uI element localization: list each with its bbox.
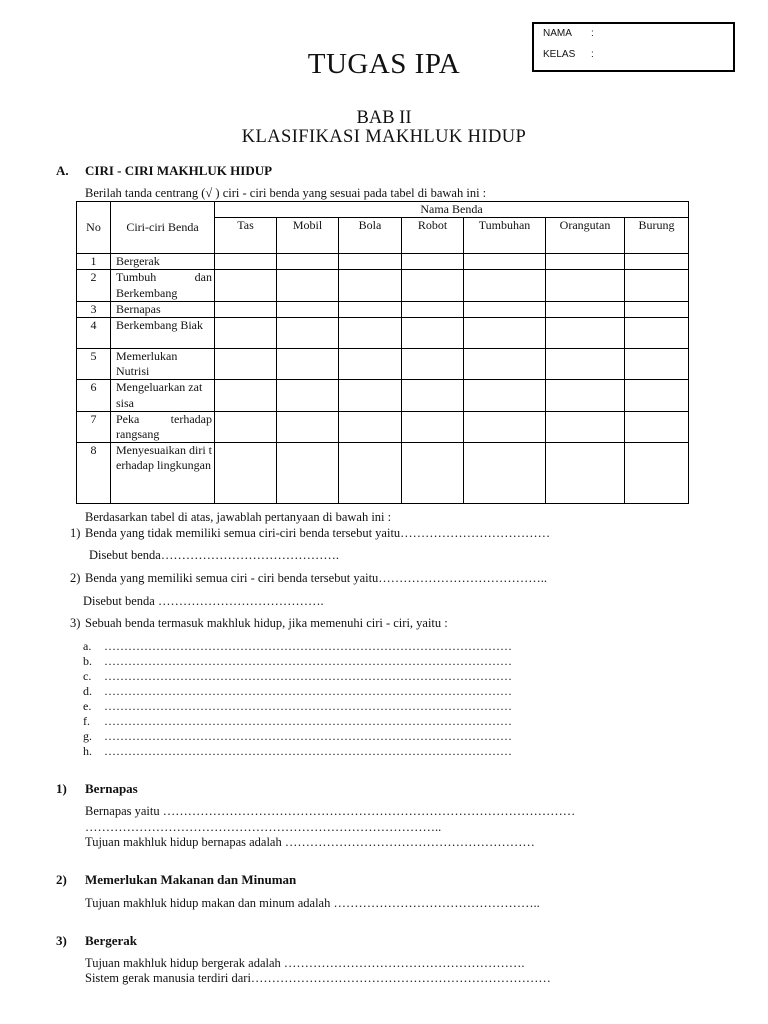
check-cell[interactable]: [339, 270, 402, 301]
check-cell[interactable]: [546, 254, 625, 270]
question-3-number: 3): [70, 616, 81, 630]
check-cell[interactable]: [215, 349, 277, 380]
check-cell[interactable]: [625, 318, 689, 349]
row-number: 6: [77, 380, 111, 411]
subsection-3-line-1[interactable]: Tujuan makhluk hidup bergerak adalah ………………………………………………….: [85, 956, 525, 970]
question-1-number: 1): [70, 526, 81, 540]
check-cell[interactable]: [625, 349, 689, 380]
section-a-title: CIRI - CIRI MAKHLUK HIDUP: [85, 163, 273, 178]
header-no: No: [77, 202, 111, 254]
header-object: Orangutan: [546, 218, 625, 254]
row-criteria: Berkembang Biak: [111, 318, 215, 349]
table-row: [77, 411, 689, 442]
answer-line[interactable]: …………………………………………………………………………………………: [104, 729, 512, 743]
section-a-marker: A.: [56, 163, 69, 178]
subsection-2-number: 2): [56, 872, 67, 887]
check-cell[interactable]: [464, 443, 546, 504]
subsection-3-line-2[interactable]: Sistem gerak manusia terdiri dari………………………………………………………………: [85, 971, 551, 985]
subsection-1-line-2[interactable]: …………………………………………………………………………..: [85, 820, 442, 834]
question-2-text: Benda yang memiliki semua ciri - ciri benda tersebut yaitu…………………………………..: [85, 571, 548, 585]
page-title-text: TUGAS IPA: [307, 48, 461, 80]
check-cell[interactable]: [546, 301, 625, 317]
nama-colon: :: [591, 28, 594, 39]
row-criteria: Menyesuaikan diri terhadap lingkungan: [111, 443, 215, 504]
check-cell[interactable]: [625, 301, 689, 317]
check-cell[interactable]: [402, 254, 464, 270]
header-object: Tumbuhan: [464, 218, 546, 254]
check-cell[interactable]: [277, 349, 339, 380]
check-cell[interactable]: [464, 301, 546, 317]
check-cell[interactable]: [625, 270, 689, 301]
check-cell[interactable]: [277, 270, 339, 301]
row-number: 2: [77, 270, 111, 301]
check-cell[interactable]: [277, 443, 339, 504]
nama-label: NAMA: [543, 28, 572, 39]
row-number: 4: [77, 318, 111, 349]
subsection-3-number: 3): [56, 933, 67, 948]
row-criteria: Memerlukan Nutrisi: [111, 349, 215, 380]
check-cell[interactable]: [339, 301, 402, 317]
check-cell[interactable]: [464, 270, 546, 301]
check-cell[interactable]: [402, 380, 464, 411]
table-row: [77, 270, 689, 301]
answer-letter: d.: [83, 684, 92, 698]
answer-line[interactable]: …………………………………………………………………………………………: [104, 639, 512, 653]
check-cell[interactable]: [215, 443, 277, 504]
header-object: Mobil: [277, 218, 339, 254]
row-number: 3: [77, 301, 111, 317]
check-cell[interactable]: [277, 254, 339, 270]
check-cell[interactable]: [339, 349, 402, 380]
answer-letter: b.: [83, 654, 92, 668]
answer-line[interactable]: …………………………………………………………………………………………: [104, 714, 512, 728]
row-number: 1: [77, 254, 111, 270]
check-cell[interactable]: [339, 411, 402, 442]
subsection-1-title: Bernapas: [85, 781, 138, 796]
answer-line[interactable]: …………………………………………………………………………………………: [104, 684, 512, 698]
check-cell[interactable]: [215, 380, 277, 411]
question-1-follow: Disebut benda…………………………………….: [89, 548, 339, 562]
check-cell[interactable]: [402, 270, 464, 301]
answer-letter: g.: [83, 729, 92, 743]
row-criteria: Tumbuh dan Berkembang: [111, 270, 215, 301]
table-row: [77, 380, 689, 411]
check-cell[interactable]: [464, 411, 546, 442]
check-cell[interactable]: [402, 318, 464, 349]
check-cell[interactable]: [402, 301, 464, 317]
check-cell[interactable]: [625, 254, 689, 270]
check-cell[interactable]: [546, 443, 625, 504]
chapter-heading: BAB II: [356, 108, 412, 128]
check-cell[interactable]: [339, 380, 402, 411]
table-row: [77, 443, 689, 504]
row-number: 8: [77, 443, 111, 504]
check-cell[interactable]: [402, 443, 464, 504]
section-a-heading: [56, 163, 273, 179]
header-object: Burung: [625, 218, 689, 254]
check-cell[interactable]: [402, 349, 464, 380]
row-criteria: Bergerak: [111, 254, 215, 270]
subsection-1-number: 1): [56, 781, 67, 796]
subsection-3-title: Bergerak: [85, 933, 137, 948]
header-object: Tas: [215, 218, 277, 254]
page-title: [0, 48, 768, 81]
check-cell[interactable]: [546, 270, 625, 301]
row-number: 7: [77, 411, 111, 442]
check-cell[interactable]: [215, 301, 277, 317]
check-cell[interactable]: [402, 411, 464, 442]
header-object: Robot: [402, 218, 464, 254]
check-cell[interactable]: [215, 270, 277, 301]
row-criteria: Mengeluarkan zat sisa: [111, 380, 215, 411]
row-number: 5: [77, 349, 111, 380]
question-2-follow: Disebut benda ………………………………….: [83, 594, 324, 608]
header-object: Bola: [339, 218, 402, 254]
header-nama-benda: Nama Benda: [215, 202, 689, 218]
question-1-text: Benda yang tidak memiliki semua ciri-ciri benda tersebut yaitu………………………………: [85, 526, 551, 540]
answer-letter: f.: [83, 714, 90, 728]
question-2-number: 2): [70, 571, 81, 585]
section-a-instruction: Berilah tanda centrang (√ ) ciri - ciri benda yang sesuai pada tabel di bawah ini :: [85, 186, 487, 200]
check-cell[interactable]: [464, 318, 546, 349]
check-cell[interactable]: [625, 380, 689, 411]
check-cell[interactable]: [464, 254, 546, 270]
table-row: [77, 254, 689, 270]
check-cell[interactable]: [464, 349, 546, 380]
answer-line[interactable]: …………………………………………………………………………………………: [104, 654, 512, 668]
answer-line[interactable]: …………………………………………………………………………………………: [104, 669, 512, 683]
check-cell[interactable]: [339, 318, 402, 349]
check-cell[interactable]: [215, 318, 277, 349]
check-cell[interactable]: [277, 411, 339, 442]
header-criteria: Ciri-ciri Benda: [111, 202, 215, 254]
subsection-2-title: Memerlukan Makanan dan Minuman: [85, 872, 297, 887]
answer-letter: e.: [83, 699, 92, 713]
check-cell[interactable]: [277, 301, 339, 317]
answer-line[interactable]: …………………………………………………………………………………………: [104, 699, 512, 713]
subsection-1-line-1[interactable]: Bernapas yaitu ………………………………………………………………………………………: [85, 804, 576, 818]
answer-letter: a.: [83, 639, 92, 653]
check-cell[interactable]: [215, 411, 277, 442]
row-criteria: Bernapas: [111, 301, 215, 317]
check-cell[interactable]: [625, 411, 689, 442]
answer-line[interactable]: …………………………………………………………………………………………: [104, 744, 512, 758]
check-cell[interactable]: [546, 411, 625, 442]
nama-row: [543, 28, 594, 39]
chapter-title: KLASIFIKASI MAKHLUK HIDUP: [241, 127, 527, 147]
kelas-colon: :: [591, 49, 594, 60]
check-cell[interactable]: [277, 380, 339, 411]
answer-letter: h.: [83, 744, 92, 758]
check-cell[interactable]: [625, 443, 689, 504]
characteristics-table: [76, 201, 689, 504]
table-row: [77, 318, 689, 349]
answer-letter: c.: [83, 669, 92, 683]
table-row: [77, 301, 689, 317]
check-cell[interactable]: [464, 380, 546, 411]
subsection-1-line-3[interactable]: Tujuan makhluk hidup bernapas adalah ……………………………………………………: [85, 835, 535, 849]
table-row: [77, 349, 689, 380]
row-criteria: Peka terhadap rangsang: [111, 411, 215, 442]
questions-intro: Berdasarkan tabel di atas, jawablah pertanyaan di bawah ini :: [85, 510, 392, 524]
subsection-2-line-1[interactable]: Tujuan makhluk hidup makan dan minum adalah …………………………………………..: [85, 896, 540, 910]
check-cell[interactable]: [215, 254, 277, 270]
check-cell[interactable]: [277, 318, 339, 349]
check-cell[interactable]: [546, 349, 625, 380]
check-cell[interactable]: [339, 254, 402, 270]
question-3-text: Sebuah benda termasuk makhluk hidup, jika memenuhi ciri - ciri, yaitu :: [85, 616, 448, 630]
check-cell[interactable]: [546, 318, 625, 349]
check-cell[interactable]: [546, 380, 625, 411]
check-cell[interactable]: [339, 443, 402, 504]
kelas-label: KELAS: [543, 49, 576, 60]
